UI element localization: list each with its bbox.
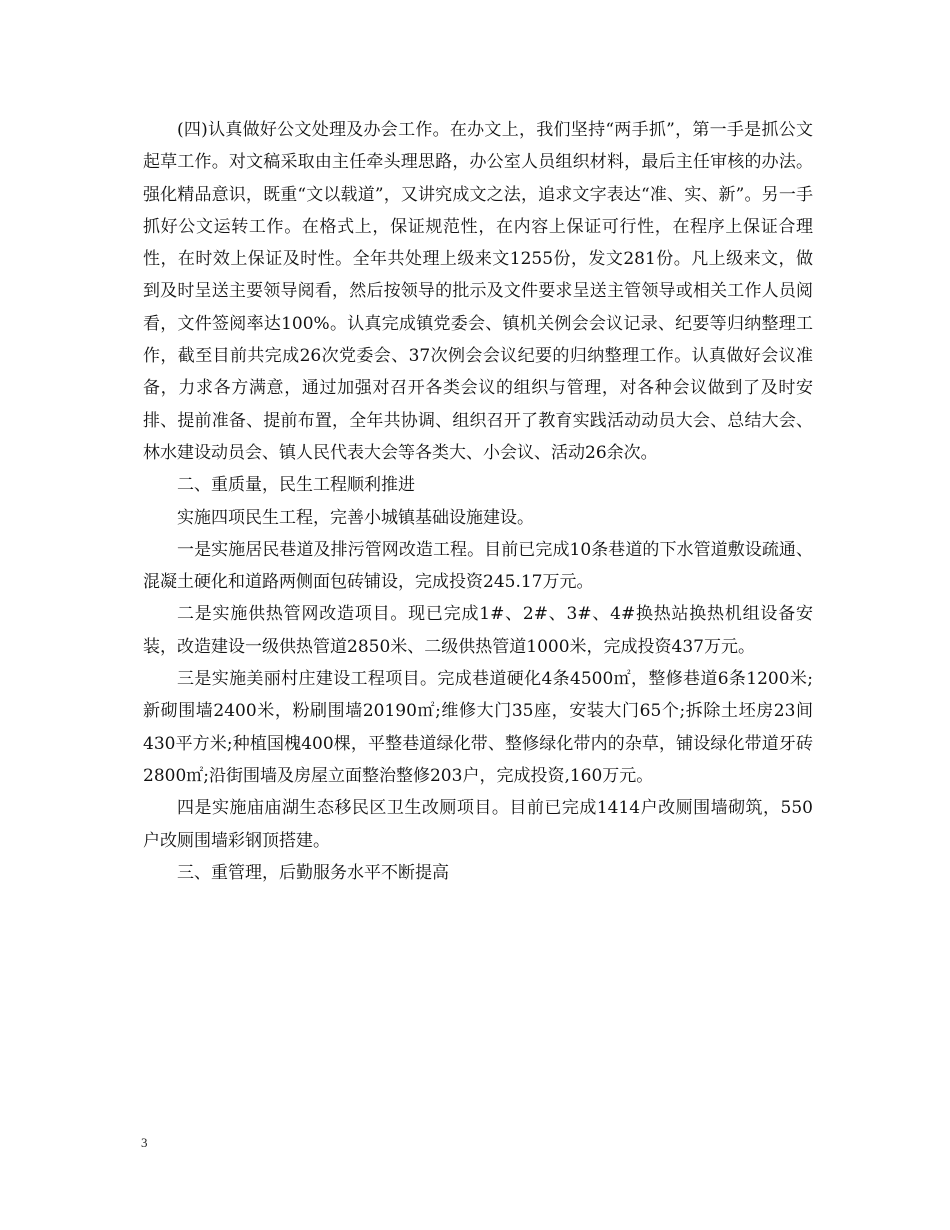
heading-section-three: 三、重管理，后勤服务水平不断提高 <box>177 862 449 883</box>
paragraph-heating-network-project: 二是实施供热管网改造项目。现已完成1#、2#、3#、4#换热站换热机组设备安装，改造建设一级供热管道2850米、二级供热管道1000米，完成投资437万元。 <box>143 604 813 657</box>
paragraph-document-handling: (四)认真做好公文处理及办会工作。在办文上，我们坚持“两手抓”，第一手是抓公文起草工作。对文稿采取由主任牵头理思路，办公室人员组织材料，最后主任审核的办法。强化精品意识，既重“文以载道”，又讲究成文之法，追求文字表达“准、实、新”。另一手抓好公文运转工作。在格式上，保证规范性，在内容上保证可行性，在程序上保证合理性，在时效上保证及时性。全年共处理上级来文1255份，发文281份。凡上级来文，做到及时呈送主要领导阅看，然后按领导的批示及文件要求呈送主管领导或相关工作人员阅看，文件签阅率达100%。认真完成镇党委会、镇机关例会会议记录、纪要等归纳整理工作，截至目前共完成26次党委会、37次例会会议纪要的归纳整理工作。认真做好会议准备，力求各方满意，通过加强对召开各类会议的组织与管理，对各种会议做到了及时安排、提前准备、提前布置，全年共协调、组织召开了教育实践活动动员大会、总结大会、林水建设动员会、镇人民代表大会等各类大、小会议、活动26余次。 <box>143 120 813 463</box>
page-number: 3 <box>141 1135 148 1150</box>
paragraph-alley-sewer-project: 一是实施居民巷道及排污管网改造工程。目前已完成10条巷道的下水管道敷设疏通、混凝土硬化和道路两侧面包砖铺设，完成投资245.17万元。 <box>143 539 813 593</box>
paragraph-toilet-renovation-project: 四是实施庙庙湖生态移民区卫生改厕项目。目前已完成1414户改厕围墙砌筑，550户改厕围墙彩钢顶搭建。 <box>143 798 813 851</box>
document-body <box>143 114 813 889</box>
paragraph-livelihood-intro: 实施四项民生工程，完善小城镇基础设施建设。 <box>177 507 534 528</box>
paragraph-beautiful-village-project: 三是实施美丽村庄建设工程项目。完成巷道硬化4条4500㎡，整修巷道6条1200米;新砌围墙2400米，粉刷围墙20190㎡;维修大门35座，安装大门65个;拆除土坯房23间430平方米;种植国槐400棵，平整巷道绿化带、整修绿化带内的杂草，铺设绿化带道牙砖2800㎡;沿街围墙及房屋立面整治整修203户，完成投资,160万元。 <box>143 669 813 786</box>
heading-section-two: 二、重质量，民生工程顺利推进 <box>177 475 415 496</box>
